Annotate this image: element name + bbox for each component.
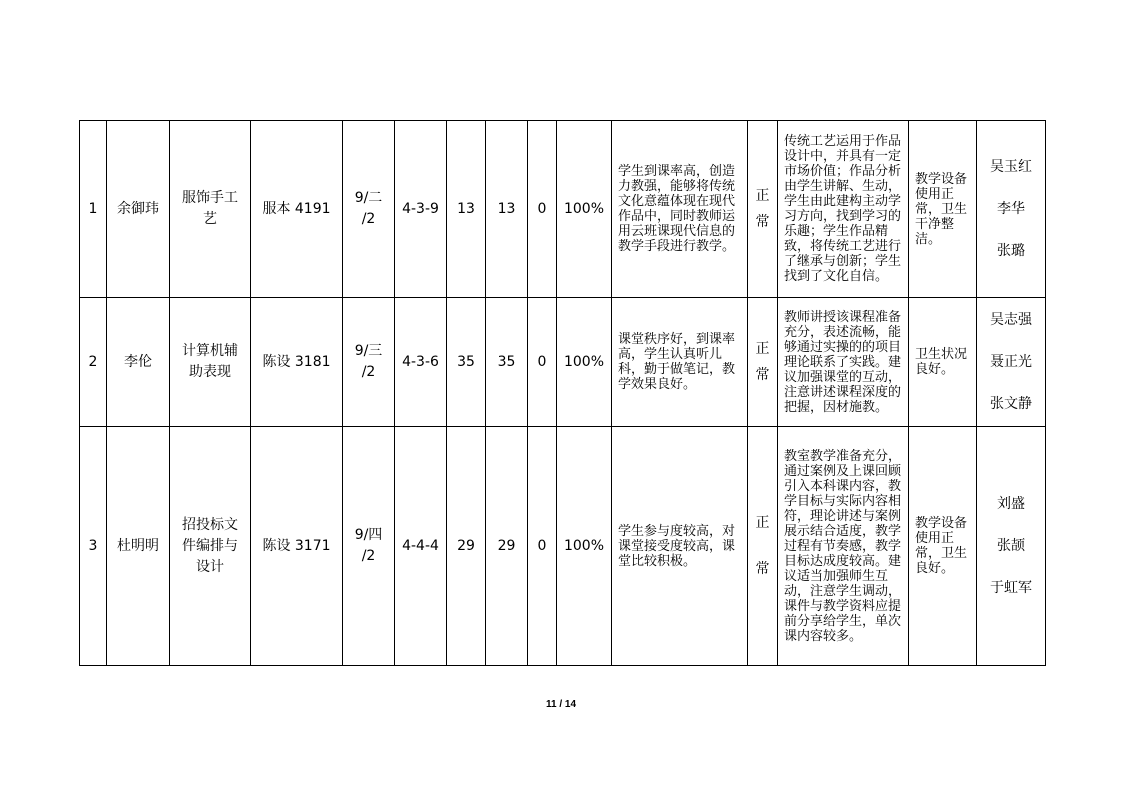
inspector-name: 吴玉红 [990,159,1032,175]
row-number: 3 [80,427,107,666]
absent-count: 0 [528,298,557,427]
inspector-name: 张颉 [997,538,1025,554]
absent-count: 0 [528,121,557,298]
inspector-name: 聂正光 [990,354,1032,370]
attendance-rate: 100% [557,298,612,427]
inspection-table [79,120,1046,666]
teacher-name: 杜明明 [107,427,170,666]
inspectors [977,427,1046,666]
facility-status: 教学设备使用正常，卫生干净整洁。 [909,121,977,298]
teaching-evaluation: 传统工艺运用于作品设计中，并具有一定市场价值；作品分析由学生讲解、生动，学生由此建构主动学习方向，找到学习的乐趣；学生作品精致，将传统工艺进行了继承与创新；学生找到了文化自信。 [778,121,909,298]
table-row [80,121,1046,298]
status-char: 正 [755,341,770,357]
course-line: 服饰手工 [182,190,238,206]
expected-count: 13 [447,121,486,298]
inspectors [977,121,1046,298]
status-char: 正 [755,515,770,531]
inspector-name: 于虹军 [990,580,1032,596]
attendance-rate: 100% [557,121,612,298]
class-time [343,121,395,298]
table-row [80,298,1046,427]
student-evaluation: 学生到课率高，创造力教强，能够将传统文化意蕴体现在现代作品中，同时教师运用云班课现代信息的教学手段进行教学。 [612,121,748,298]
order-status [748,121,778,298]
course-line: 助表现 [189,364,231,380]
course-line: 招投标文 [182,516,238,533]
time-line: /2 [361,364,376,380]
row-number: 1 [80,121,107,298]
teaching-evaluation: 教室教学准备充分，通过案例及上课回顾引入本科课内容，教学目标与实际内容相符，理论讲述与案例展示结合适度，教学过程有节奏感，教学目标达成度较高。建议适当加强师生互动，注意学生调动，课件与教学资料应提前分享给学生，单次课内容较多。 [778,427,909,666]
status-char: 常 [755,561,770,577]
inspector-name: 张文静 [990,396,1032,412]
inspectors [977,298,1046,427]
class-name: 陈设 3181 [251,298,343,427]
time-line: /2 [361,211,376,227]
student-evaluation: 课堂秩序好，到课率高，学生认真听儿科，勤于做笔记，教学效果良好。 [612,298,748,427]
page-number: 11 / 14 [545,699,577,710]
inspector-name: 李华 [997,201,1025,217]
course-line: 艺 [203,211,217,227]
time-line: 9/四 [354,527,383,543]
course-line: 设计 [196,558,224,575]
course-name [170,298,251,427]
section: 4-3-6 [395,298,447,427]
expected-count: 35 [447,298,486,427]
actual-count: 13 [486,121,528,298]
class-time [343,298,395,427]
section: 4-3-9 [395,121,447,298]
teacher-name: 李伦 [107,298,170,427]
status-char: 常 [755,214,770,230]
order-status [748,298,778,427]
row-number: 2 [80,298,107,427]
order-status [748,427,778,666]
inspector-name: 张璐 [997,243,1025,259]
attendance-rate: 100% [557,427,612,666]
time-line: 9/三 [354,343,383,359]
inspector-name: 刘盛 [997,496,1025,512]
time-line: /2 [361,548,376,564]
inspector-name: 吴志强 [990,312,1032,328]
student-evaluation: 学生参与度较高，对课堂接受度较高，课堂比较积极。 [612,427,748,666]
class-name: 陈设 3171 [251,427,343,666]
course-name [170,121,251,298]
teaching-evaluation: 教师讲授该课程准备充分，表述流畅，能够通过实操的的项目理论联系了实践。建议加强课堂的互动，注意讲述课程深度的把握，因材施教。 [778,298,909,427]
time-line: 9/二 [354,190,383,206]
absent-count: 0 [528,427,557,666]
course-line: 件编排与 [182,537,238,554]
status-char: 正 [755,188,770,204]
teacher-name: 余御玮 [107,121,170,298]
actual-count: 35 [486,298,528,427]
section: 4-4-4 [395,427,447,666]
facility-status: 教学设备使用正常，卫生良好。 [909,427,977,666]
actual-count: 29 [486,427,528,666]
class-name: 服本 4191 [251,121,343,298]
course-line: 计算机辅 [182,343,238,359]
table-row [80,427,1046,666]
class-time [343,427,395,666]
course-name [170,427,251,666]
facility-status: 卫生状况良好。 [909,298,977,427]
status-char: 常 [755,367,770,383]
expected-count: 29 [447,427,486,666]
